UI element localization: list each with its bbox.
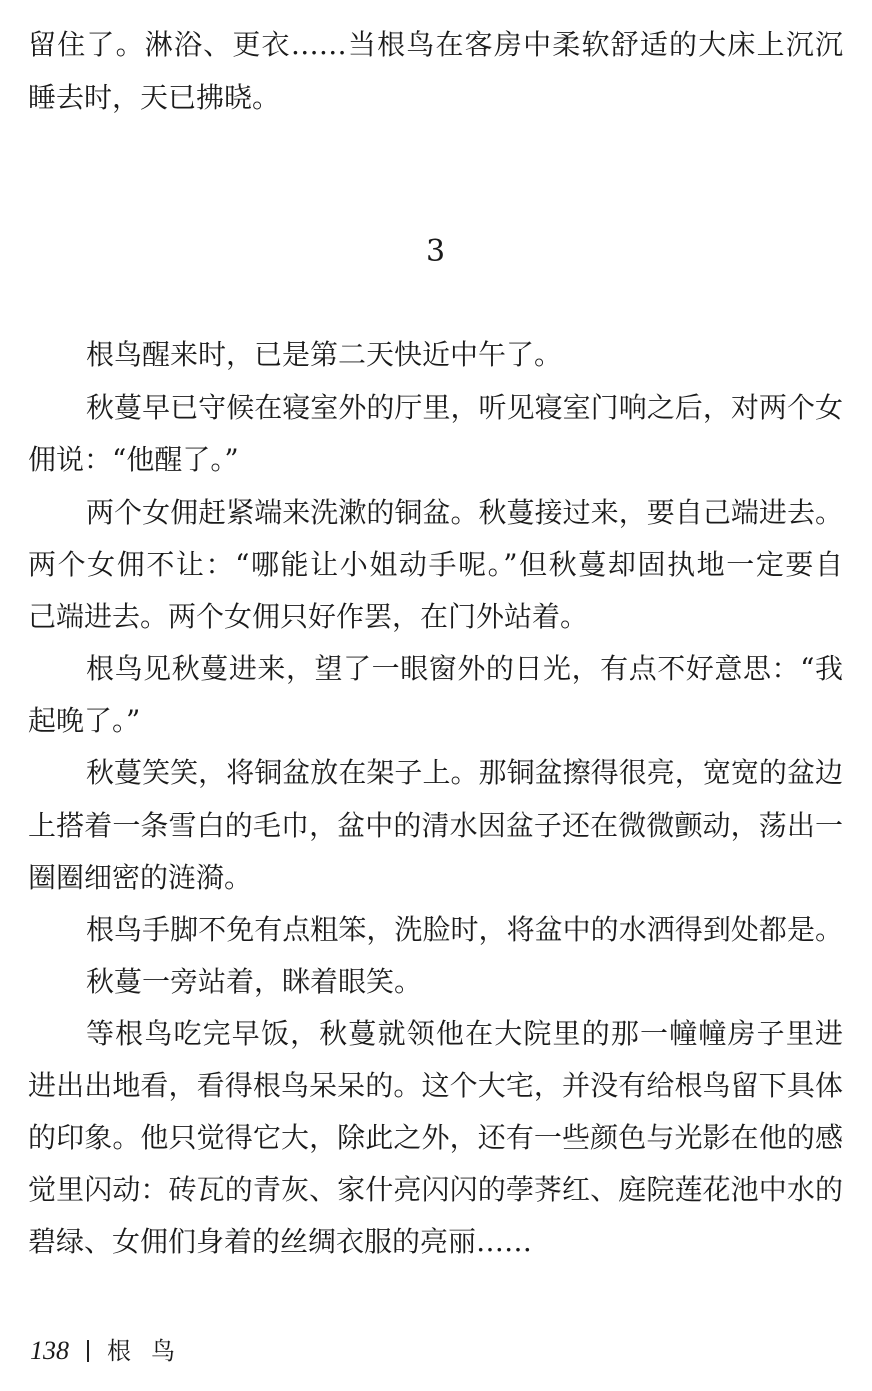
text-line: 觉里闪动：砖瓦的青灰、家什亮闪闪的荸荠红、庭院莲花池中水的 (28, 1173, 843, 1206)
text-line: 秋蔓笑笑，将铜盆放在架子上。那铜盆擦得很亮，宽宽的盆边 (86, 756, 843, 789)
page-number: 138 (30, 1336, 69, 1365)
text-line: 秋蔓一旁站着，眯着眼笑。 (86, 965, 423, 998)
text-line: 碧绿、女佣们身着的丝绸衣服的亮丽…… (28, 1225, 533, 1258)
section-heading: 3 (425, 234, 446, 269)
text-line: 佣说：“他醒了。” (28, 443, 239, 476)
text-line: 圈圈细密的涟漪。 (28, 861, 253, 894)
text-line: 等根鸟吃完早饭，秋蔓就领他在大院里的那一幢幢房子里进 (86, 1017, 843, 1050)
text-line: 根鸟醒来时，已是第二天快近中午了。 (86, 338, 563, 371)
text-line: 两个女佣不让：“哪能让小姐动手呢。”但秋蔓却固执地一定要自 (28, 548, 843, 581)
page-footer (30, 1333, 195, 1369)
footer-separator (87, 1340, 89, 1362)
text-line: 起晚了。” (28, 704, 141, 737)
book-title: 根鸟 (107, 1337, 195, 1365)
text-line: 进出出地看，看得根鸟呆呆的。这个大宅，并没有给根鸟留下具体 (28, 1069, 843, 1102)
text-line: 根鸟手脚不免有点粗笨，洗脸时，将盆中的水洒得到处都是。 (86, 913, 843, 946)
text-line: 留住了。淋浴、更衣……当根鸟在客房中柔软舒适的大床上沉沉 (28, 28, 843, 61)
text-line: 睡去时，天已拂晓。 (28, 81, 281, 114)
text-line: 的印象。他只觉得它大，除此之外，还有一些颜色与光影在他的感 (28, 1121, 843, 1154)
text-line: 两个女佣赶紧端来洗漱的铜盆。秋蔓接过来，要自己端进去。 (86, 496, 843, 529)
text-line: 根鸟见秋蔓进来，望了一眼窗外的日光，有点不好意思：“我 (86, 652, 843, 685)
text-line: 秋蔓早已守候在寝室外的厅里，听见寝室门响之后，对两个女 (86, 391, 843, 424)
text-line: 己端进去。两个女佣只好作罢，在门外站着。 (28, 600, 589, 633)
text-line: 上搭着一条雪白的毛巾，盆中的清水因盆子还在微微颤动，荡出一 (28, 809, 843, 842)
